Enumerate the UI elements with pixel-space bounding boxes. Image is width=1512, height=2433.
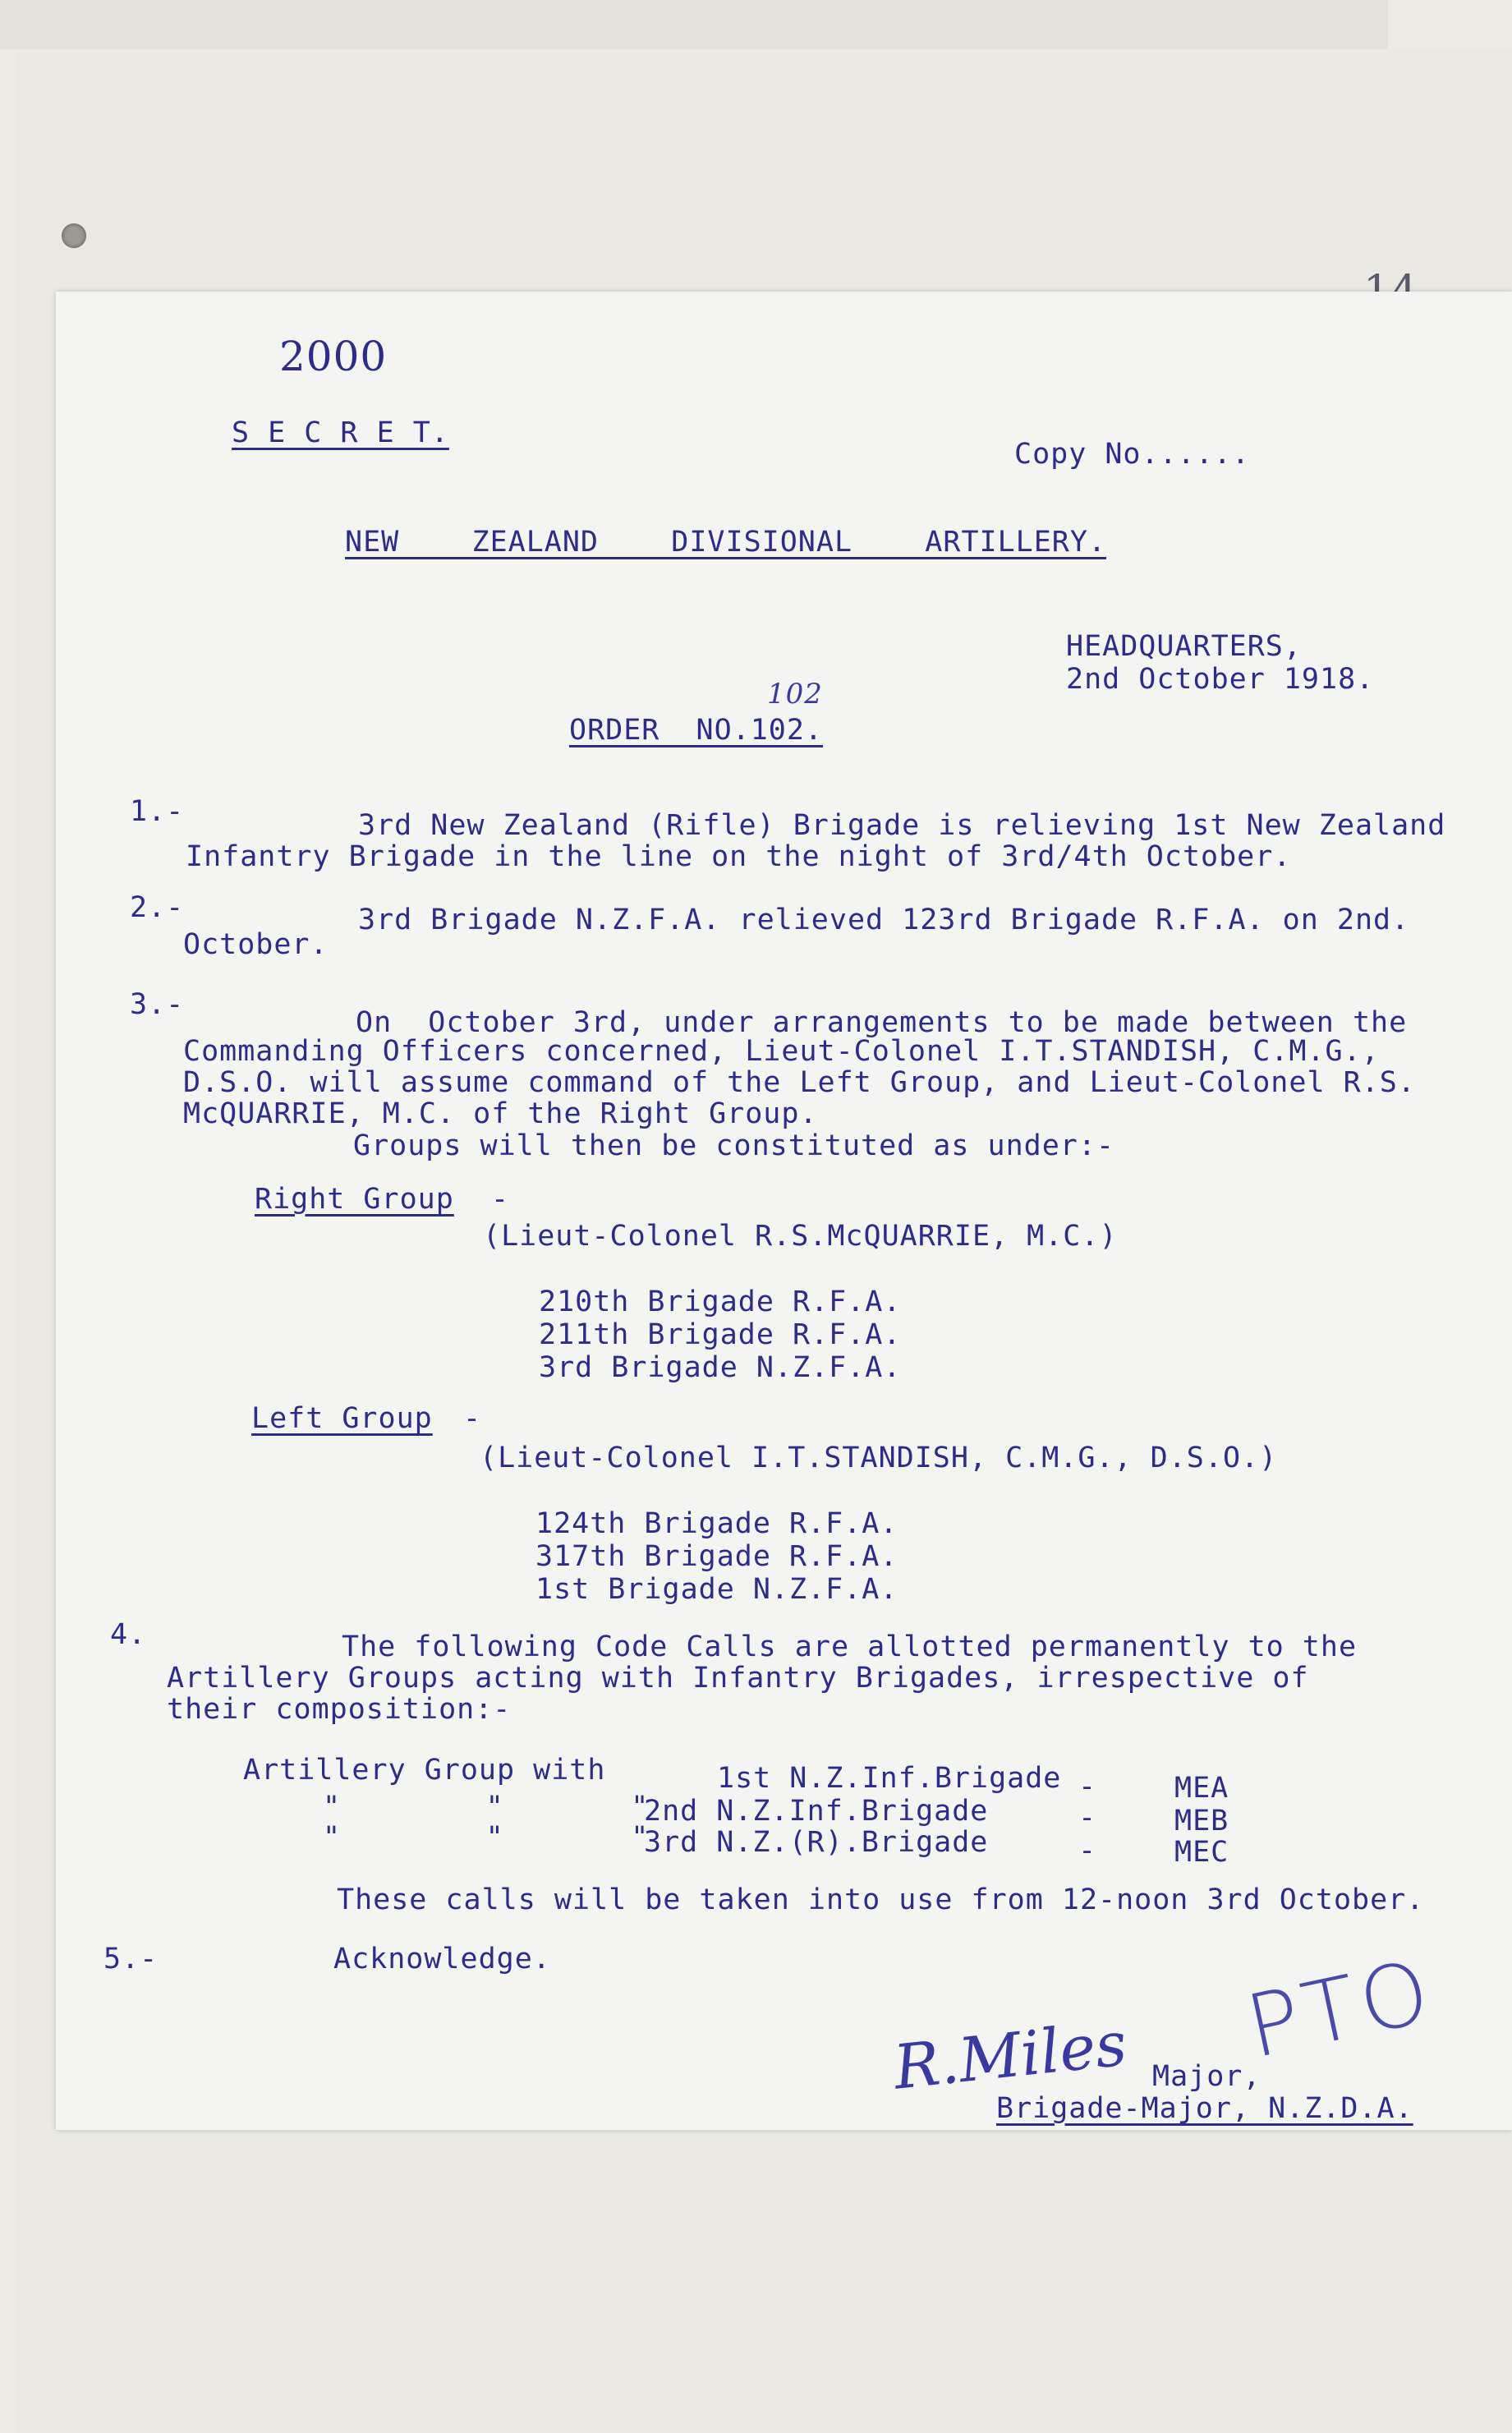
signature: R.Miles (890, 2008, 1130, 2104)
para-3-line-2: Commanding Officers concerned, Lieut-Colonel I.T.STANDISH, C.M.G., (183, 1035, 1380, 1068)
para-4-closing: These calls will be taken into use from 12-noon 3rd October. (337, 1883, 1425, 1916)
right-group-commander: (Lieut-Colonel R.S.McQUARRIE, M.C.) (483, 1220, 1118, 1253)
para-2-line-1: 3rd Brigade N.Z.F.A. relieved 123rd Brigade R.F.A. on 2nd. (358, 904, 1410, 936)
para-2-number: 2.- (130, 891, 185, 924)
para-4-line-2: Artillery Groups acting with Infantry Brigades, irrespective of (167, 1662, 1309, 1695)
code-call-dash: - (1078, 1834, 1097, 1867)
left-group-dash: - (463, 1402, 482, 1435)
code-call-prefix: Artillery Group with (243, 1754, 606, 1787)
code-call-brigade: 1st N.Z.Inf.Brigade (717, 1762, 1062, 1795)
code-call-value: MEA (1174, 1772, 1229, 1805)
code-call-brigade: 3rd N.Z.(R).Brigade (644, 1826, 989, 1859)
para-4-number: 4. (110, 1618, 147, 1651)
para-1-number: 1.- (130, 795, 185, 828)
code-call-prefix: " " " (323, 1791, 650, 1824)
para-3-line-1: On October 3rd, under arrangements to be made between the (356, 1006, 1408, 1039)
left-group-unit: 124th Brigade R.F.A. (535, 1507, 898, 1540)
code-call-dash: - (1078, 1770, 1097, 1803)
right-group-unit: 211th Brigade R.F.A. (539, 1318, 902, 1351)
file-number: 2000 (279, 333, 388, 380)
right-group-unit: 210th Brigade R.F.A. (539, 1285, 902, 1318)
order-title: ORDER NO.102. (569, 714, 824, 747)
signatory-rank: Major, (1152, 2060, 1262, 2093)
para-3-line-3: D.S.O. will assume command of the Left Group, and Lieut-Colonel R.S. (183, 1066, 1416, 1099)
classification: S E C R E T. (232, 416, 449, 449)
code-call-dash: - (1078, 1801, 1097, 1834)
unit-title: NEW ZEALAND DIVISIONAL ARTILLERY. (345, 526, 1107, 559)
para-3-line-4: McQUARRIE, M.C. of the Right Group. (183, 1097, 818, 1130)
right-group-unit: 3rd Brigade N.Z.F.A. (539, 1351, 902, 1384)
code-call-brigade: 2nd N.Z.Inf.Brigade (644, 1795, 989, 1828)
para-5-text: Acknowledge. (333, 1943, 551, 1975)
para-1-line-2: Infantry Brigade in the line on the night of 3rd/4th October. (186, 840, 1292, 873)
hq-line-2: 2nd October 1918. (1066, 663, 1375, 696)
right-group-dash: - (491, 1183, 510, 1216)
para-4-line-1: The following Code Calls are allotted permanently to the (342, 1630, 1358, 1663)
left-group-unit: 1st Brigade N.Z.F.A. (535, 1573, 898, 1606)
para-3-line-5: Groups will then be constituted as under:- (353, 1129, 1115, 1162)
handwritten-order-number: 102 (767, 678, 823, 711)
para-3-number: 3.- (130, 988, 185, 1021)
right-group-label: Right Group (255, 1183, 454, 1216)
handwritten-pto: PTO (1238, 1940, 1443, 2078)
para-2-line-2: October. (183, 928, 329, 961)
para-4-line-3: their composition:- (167, 1693, 512, 1726)
para-1-line-1: 3rd New Zealand (Rifle) Brigade is relieving 1st New Zealand (358, 809, 1446, 842)
code-call-value: MEC (1174, 1836, 1229, 1869)
left-group-unit: 317th Brigade R.F.A. (535, 1540, 898, 1573)
underlying-sheet-top (0, 0, 1388, 49)
copy-number: Copy No...... (1014, 438, 1250, 471)
left-group-label: Left Group (251, 1402, 433, 1435)
hq-line-1: HEADQUARTERS, (1066, 630, 1302, 663)
signatory-appointment: Brigade-Major, N.Z.D.A. (996, 2092, 1413, 2125)
punch-hole (62, 223, 86, 248)
para-5-number: 5.- (103, 1943, 159, 1975)
code-call-value: MEB (1174, 1805, 1229, 1837)
code-call-prefix: " " " (323, 1821, 650, 1854)
document-page (56, 292, 1512, 2130)
left-group-commander: (Lieut-Colonel I.T.STANDISH, C.M.G., D.S.O.) (480, 1442, 1278, 1474)
